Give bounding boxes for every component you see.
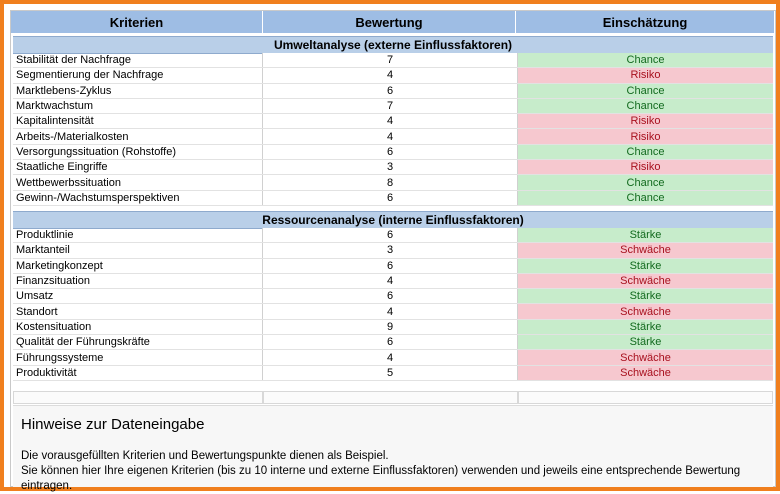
cell-einschaetzung: Chance [518, 84, 773, 98]
cell-bewertung[interactable]: 6 [263, 84, 518, 98]
table-row [13, 289, 773, 304]
cell-bewertung[interactable]: 9 [263, 320, 518, 334]
header-kriterien[interactable]: Kriterien [11, 11, 263, 33]
cell-einschaetzung: Chance [518, 175, 773, 189]
table-row [13, 274, 773, 289]
cell-bewertung[interactable]: 8 [263, 175, 518, 189]
table-row [13, 304, 773, 319]
cell-kriterium[interactable]: Führungssysteme [13, 350, 263, 364]
table-row [13, 320, 773, 335]
cell-einschaetzung: Risiko [518, 160, 773, 174]
cell-bewertung[interactable]: 4 [263, 129, 518, 143]
cell-kriterium[interactable]: Kapitalintensität [13, 114, 263, 128]
cell-kriterium[interactable]: Stabilität der Nachfrage [13, 53, 263, 67]
cell-kriterium[interactable]: Standort [13, 304, 263, 318]
table-row [13, 160, 773, 175]
table-row [13, 114, 773, 129]
cell-bewertung[interactable]: 3 [263, 243, 518, 257]
empty-cell-einschaetzung[interactable] [518, 391, 773, 404]
cell-bewertung[interactable]: 7 [263, 99, 518, 113]
cell-bewertung[interactable]: 4 [263, 274, 518, 288]
section-rows-ressourcenanalyse [13, 228, 773, 381]
cell-bewertung[interactable]: 6 [263, 228, 518, 242]
cell-einschaetzung: Chance [518, 191, 773, 205]
table-row [13, 191, 773, 206]
section-rows-umweltanalyse [13, 53, 773, 206]
cell-kriterium[interactable]: Arbeits-/Materialkosten [13, 129, 263, 143]
cell-bewertung[interactable]: 6 [263, 259, 518, 273]
cell-bewertung[interactable]: 4 [263, 114, 518, 128]
cell-bewertung[interactable]: 6 [263, 145, 518, 159]
section-title-umweltanalyse: Umweltanalyse (externe Einflussfaktoren) [13, 36, 773, 54]
cell-einschaetzung: Risiko [518, 129, 773, 143]
cell-kriterium[interactable]: Finanzsituation [13, 274, 263, 288]
cell-kriterium[interactable]: Kostensituation [13, 320, 263, 334]
cell-kriterium[interactable]: Gewinn-/Wachstumsperspektiven [13, 191, 263, 205]
cell-bewertung[interactable]: 7 [263, 53, 518, 67]
cell-kriterium[interactable]: Produktlinie [13, 228, 263, 242]
cell-einschaetzung: Risiko [518, 114, 773, 128]
table-row [13, 53, 773, 68]
cell-einschaetzung: Stärke [518, 259, 773, 273]
cell-einschaetzung: Schwäche [518, 274, 773, 288]
cell-bewertung[interactable]: 4 [263, 304, 518, 318]
cell-bewertung[interactable]: 5 [263, 366, 518, 380]
table-row [13, 145, 773, 160]
table-row [13, 335, 773, 350]
cell-einschaetzung: Risiko [518, 68, 773, 82]
empty-cell-kriterium[interactable] [13, 391, 263, 404]
cell-bewertung[interactable]: 3 [263, 160, 518, 174]
section-title-ressourcenanalyse: Ressourcenanalyse (interne Einflussfaktoren) [13, 211, 773, 229]
cell-kriterium[interactable]: Versorgungssituation (Rohstoffe) [13, 145, 263, 159]
hints-box [13, 405, 773, 492]
hints-title: Hinweise zur Dateneingabe [21, 416, 205, 433]
cell-einschaetzung: Schwäche [518, 304, 773, 318]
table-header [11, 11, 775, 33]
empty-input-row [13, 391, 773, 404]
cell-bewertung[interactable]: 6 [263, 335, 518, 349]
cell-einschaetzung: Stärke [518, 228, 773, 242]
cell-einschaetzung: Schwäche [518, 350, 773, 364]
table-row [13, 259, 773, 274]
empty-cell-bewertung[interactable] [263, 391, 518, 404]
table-row [13, 175, 773, 190]
cell-kriterium[interactable]: Staatliche Eingriffe [13, 160, 263, 174]
cell-einschaetzung: Schwäche [518, 366, 773, 380]
spreadsheet [10, 10, 776, 492]
cell-einschaetzung: Stärke [518, 320, 773, 334]
table-row [13, 228, 773, 243]
table-row [13, 350, 773, 365]
cell-kriterium[interactable]: Wettbewerbssituation [13, 175, 263, 189]
cell-kriterium[interactable]: Segmentierung der Nachfrage [13, 68, 263, 82]
cell-kriterium[interactable]: Produktivität [13, 366, 263, 380]
table-row [13, 84, 773, 99]
cell-kriterium[interactable]: Marktlebens-Zyklus [13, 84, 263, 98]
table-row [13, 366, 773, 381]
header-einschaetzung[interactable]: Einschätzung [516, 11, 775, 33]
cell-einschaetzung: Chance [518, 99, 773, 113]
hints-line-1: Die vorausgefüllten Kriterien und Bewertungspunkte dienen als Beispiel. [21, 450, 389, 462]
table-row [13, 99, 773, 114]
cell-einschaetzung: Stärke [518, 335, 773, 349]
cell-bewertung[interactable]: 6 [263, 191, 518, 205]
cell-kriterium[interactable]: Marktwachstum [13, 99, 263, 113]
cell-kriterium[interactable]: Umsatz [13, 289, 263, 303]
cell-kriterium[interactable]: Qualität der Führungskräfte [13, 335, 263, 349]
cell-einschaetzung: Chance [518, 53, 773, 67]
cell-einschaetzung: Schwäche [518, 243, 773, 257]
hints-text [21, 449, 761, 494]
cell-einschaetzung: Stärke [518, 289, 773, 303]
table-row [13, 243, 773, 258]
cell-bewertung[interactable]: 6 [263, 289, 518, 303]
table-row [13, 68, 773, 83]
cell-bewertung[interactable]: 4 [263, 350, 518, 364]
table-row [13, 129, 773, 144]
cell-kriterium[interactable]: Marktanteil [13, 243, 263, 257]
header-bewertung[interactable]: Bewertung [263, 11, 516, 33]
cell-kriterium[interactable]: Marketingkonzept [13, 259, 263, 273]
hints-line-2: Sie können hier Ihre eigenen Kriterien (bis zu 10 interne und externe Einflussfaktoren) verwenden und jeweils eine entsprechende Bewertung eintragen. [21, 465, 741, 492]
cell-bewertung[interactable]: 4 [263, 68, 518, 82]
cell-einschaetzung: Chance [518, 145, 773, 159]
